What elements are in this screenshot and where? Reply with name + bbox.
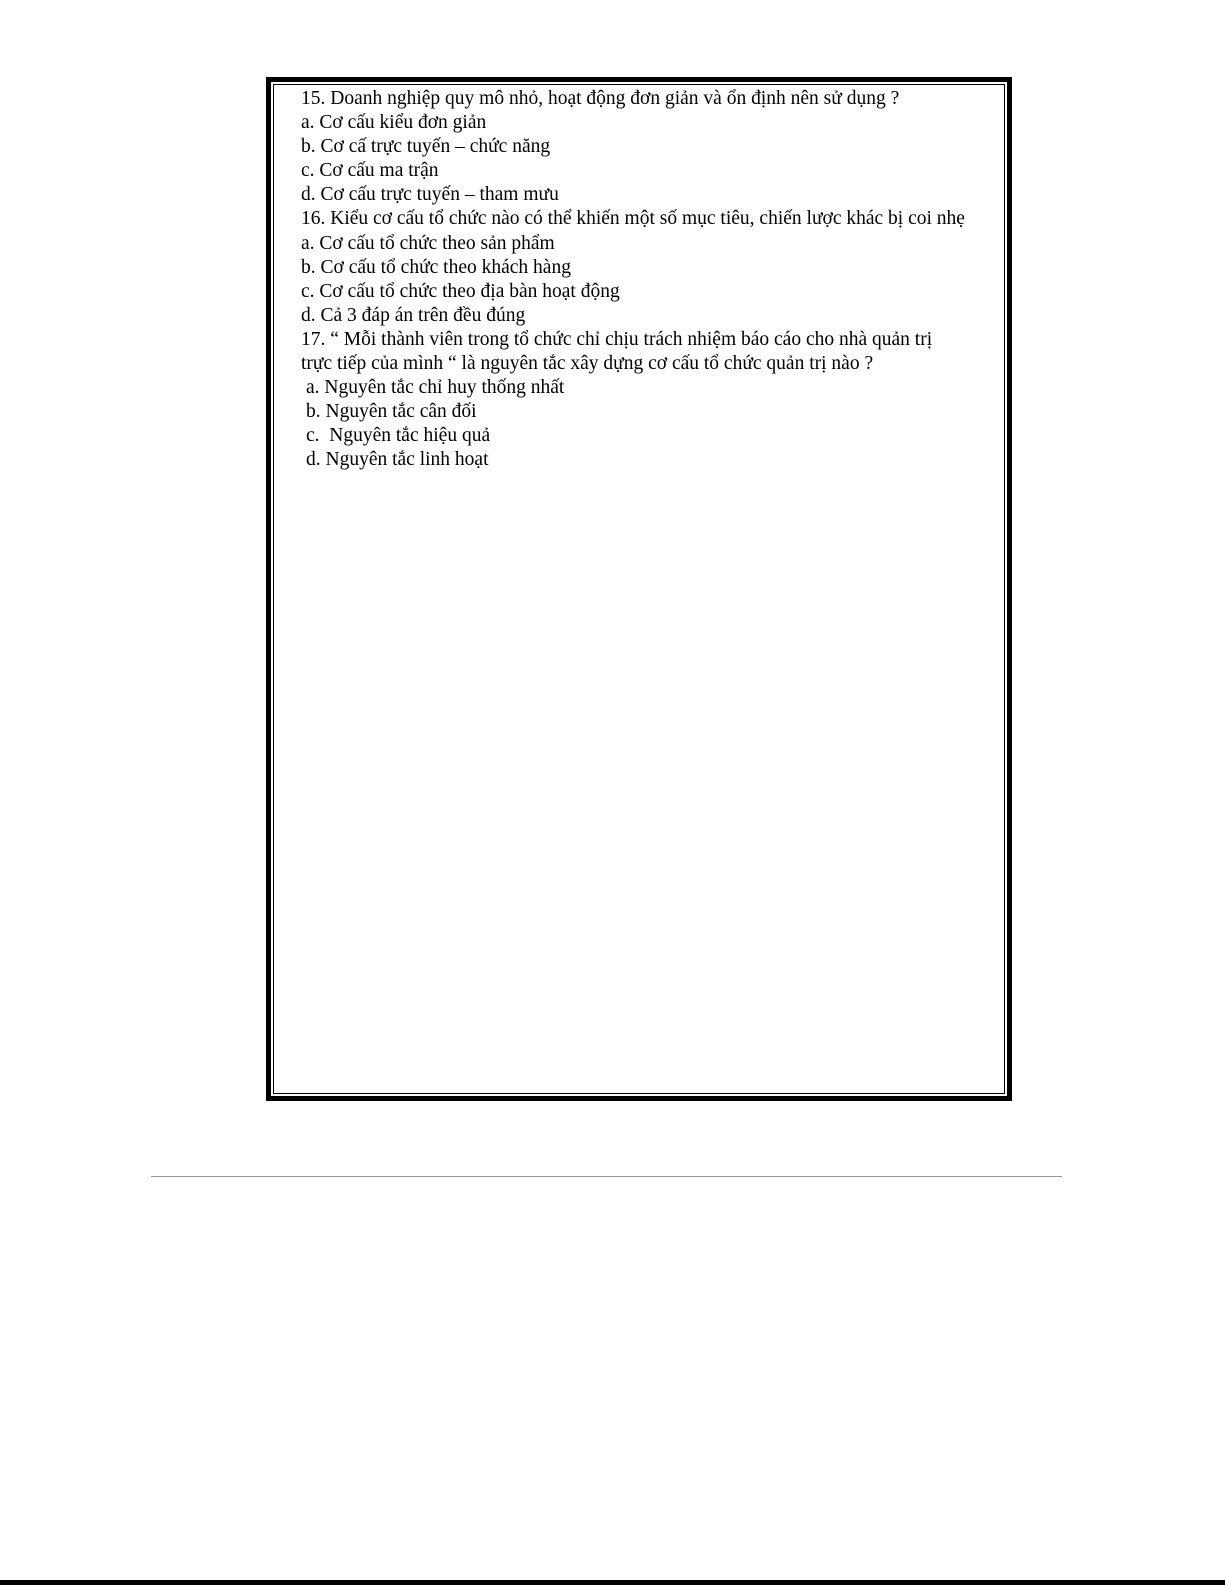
question-16-option-d: d. Cả 3 đáp án trên đều đúng (301, 304, 526, 326)
question-15-option-c: c. Cơ cấu ma trận (301, 160, 439, 182)
question-15-option-b: b. Cơ cấ trực tuyến – chức năng (301, 136, 551, 158)
question-15-text: 15. Doanh nghiệp quy mô nhỏ, hoạt động đơn giản và ổn định nên sử dụng ? (301, 88, 900, 109)
question-16-text: 16. Kiểu cơ cấu tổ chức nào có thể khiến một số mục tiêu, chiến lược khác bị coi nhẹ (301, 208, 965, 230)
question-16-option-a: a. Cơ cấu tổ chức theo sản phẩm (301, 232, 555, 254)
bottom-border-rule (0, 1580, 1225, 1585)
document-content (301, 87, 1005, 473)
question-16-option-c: c. Cơ cấu tổ chức theo địa bàn hoạt động (301, 280, 620, 302)
question-15-option-d: d. Cơ cấu trực tuyến – tham mưu (301, 184, 559, 206)
question-17-option-a: a. Nguyên tắc chỉ huy thống nhất (306, 377, 565, 399)
question-17-option-c: c. Nguyên tắc hiệu quả (306, 425, 491, 447)
page-divider (151, 1176, 1062, 1177)
question-16-option-b: b. Cơ cấu tổ chức theo khách hàng (301, 256, 571, 278)
document-page-frame (266, 77, 1012, 1101)
question-17-option-d: d. Nguyên tắc linh hoạt (306, 449, 489, 471)
question-17-continuation: trực tiếp của mình “ là nguyên tắc xây dựng cơ cấu tổ chức quản trị nào ? (301, 353, 874, 375)
question-17-option-b: b. Nguyên tắc cân đối (306, 401, 477, 423)
document-page-inner-border (273, 84, 1005, 1094)
question-15-option-a: a. Cơ cấu kiểu đơn giản (301, 112, 487, 134)
question-17-text: 17. “ Mỗi thành viên trong tổ chức chỉ chịu trách nhiệm báo cáo cho nhà quản trị (301, 328, 933, 350)
